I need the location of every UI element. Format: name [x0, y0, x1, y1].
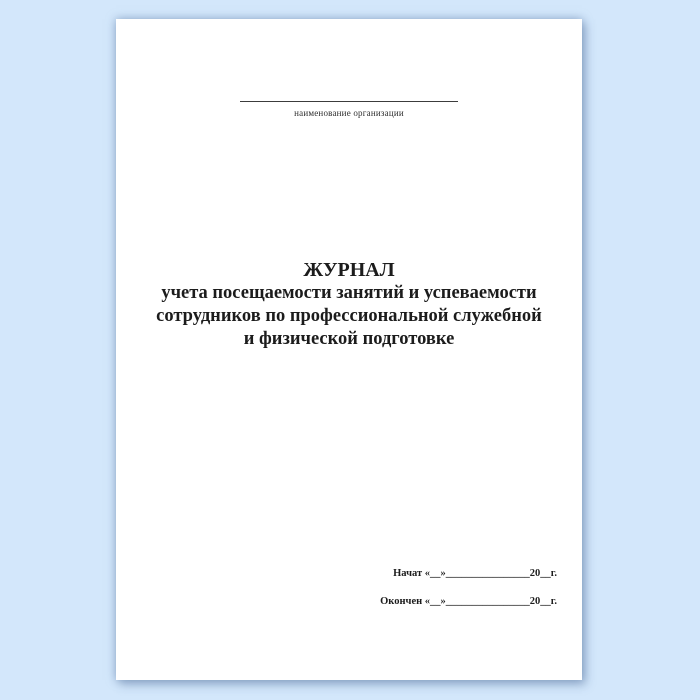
journal-title: ЖУРНАЛ: [303, 259, 395, 281]
dates-block: [380, 568, 557, 608]
title-block: [116, 258, 582, 351]
organization-name-caption: наименование организации: [294, 108, 404, 118]
journal-subtitle-line-2: сотрудников по профессиональной служебной: [156, 306, 542, 326]
finished-date-line: Окончен «__»________________20__г.: [380, 596, 557, 607]
organization-name-blank-line: [240, 94, 458, 102]
organization-name-block: [116, 89, 582, 118]
journal-subtitle-line-3: и физической подготовке: [243, 329, 455, 349]
journal-cover-page: [116, 19, 582, 680]
started-date-line: Начат «__»________________20__г.: [393, 568, 557, 579]
journal-subtitle-line-1: учета посещаемости занятий и успеваемости: [161, 283, 537, 303]
